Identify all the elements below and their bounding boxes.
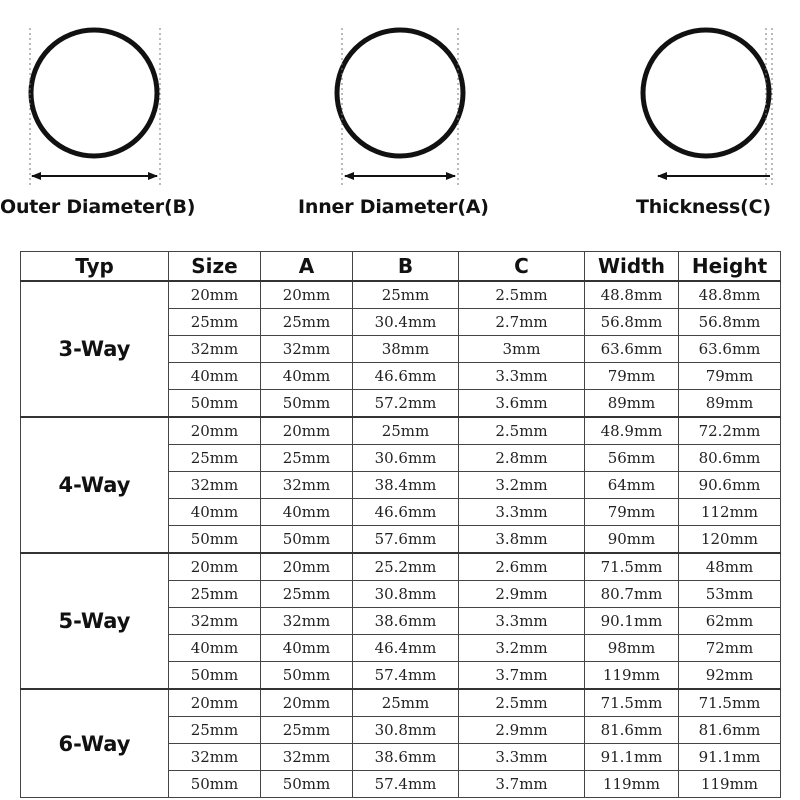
- table-cell: 46.4mm: [353, 635, 459, 662]
- table-cell: 90.1mm: [585, 608, 679, 635]
- table-cell: 72.2mm: [679, 417, 781, 445]
- table-cell: 2.9mm: [459, 717, 585, 744]
- table-cell: 25mm: [353, 417, 459, 445]
- column-header-typ: Typ: [21, 252, 169, 282]
- table-cell: 56.8mm: [679, 309, 781, 336]
- thickness-label: Thickness(C): [636, 196, 771, 218]
- table-cell: 48.8mm: [679, 281, 781, 309]
- table-cell: 25mm: [261, 445, 353, 472]
- table-cell: 46.6mm: [353, 499, 459, 526]
- table-cell: 20mm: [261, 553, 353, 581]
- table-cell: 25mm: [169, 581, 261, 608]
- column-header-height: Height: [679, 252, 781, 282]
- table-cell: 40mm: [261, 635, 353, 662]
- type-cell: 3-Way: [21, 281, 169, 417]
- table-cell: 63.6mm: [585, 336, 679, 363]
- table-cell: 25mm: [353, 689, 459, 717]
- table-cell: 3.2mm: [459, 472, 585, 499]
- table-cell: 40mm: [169, 499, 261, 526]
- table-cell: 20mm: [169, 417, 261, 445]
- table-cell: 81.6mm: [679, 717, 781, 744]
- table-cell: 38mm: [353, 336, 459, 363]
- column-header-b: B: [353, 252, 459, 282]
- table-cell: 20mm: [169, 553, 261, 581]
- table-cell: 3.2mm: [459, 635, 585, 662]
- table-cell: 32mm: [169, 608, 261, 635]
- outer-diameter-label: Outer Diameter(B): [0, 196, 196, 218]
- table-cell: 40mm: [261, 499, 353, 526]
- table-cell: 72mm: [679, 635, 781, 662]
- table-cell: 89mm: [585, 390, 679, 418]
- outer-diameter-ring-icon: [30, 28, 160, 186]
- table-cell: 50mm: [261, 771, 353, 798]
- table-cell: 32mm: [261, 472, 353, 499]
- table-cell: 20mm: [261, 689, 353, 717]
- table-cell: 3.8mm: [459, 526, 585, 554]
- table-body: [21, 281, 781, 798]
- table-cell: 25.2mm: [353, 553, 459, 581]
- table-cell: 50mm: [169, 526, 261, 554]
- type-cell: 5-Way: [21, 553, 169, 689]
- table-cell: 63.6mm: [679, 336, 781, 363]
- table-cell: 50mm: [261, 662, 353, 690]
- table-cell: 2.7mm: [459, 309, 585, 336]
- table-cell: 3mm: [459, 336, 585, 363]
- table-cell: 57.4mm: [353, 771, 459, 798]
- table-cell: 71.5mm: [585, 689, 679, 717]
- table-cell: 50mm: [169, 390, 261, 418]
- table-cell: 80.6mm: [679, 445, 781, 472]
- table-cell: 25mm: [261, 717, 353, 744]
- table-cell: 2.5mm: [459, 689, 585, 717]
- table-cell: 50mm: [169, 771, 261, 798]
- table-cell: 25mm: [169, 445, 261, 472]
- table-cell: 79mm: [679, 363, 781, 390]
- table-cell: 25mm: [353, 281, 459, 309]
- table-cell: 50mm: [169, 662, 261, 690]
- table-cell: 57.2mm: [353, 390, 459, 418]
- table-row: [21, 689, 781, 717]
- table-cell: 32mm: [261, 608, 353, 635]
- table-cell: 32mm: [261, 744, 353, 771]
- table-cell: 20mm: [169, 689, 261, 717]
- size-spec-table: [20, 251, 781, 798]
- table-cell: 32mm: [169, 744, 261, 771]
- table-cell: 56mm: [585, 445, 679, 472]
- table-cell: 79mm: [585, 363, 679, 390]
- table-cell: 40mm: [169, 363, 261, 390]
- table-cell: 32mm: [169, 472, 261, 499]
- table-cell: 90.6mm: [679, 472, 781, 499]
- table-cell: 46.6mm: [353, 363, 459, 390]
- table-cell: 25mm: [169, 717, 261, 744]
- table-cell: 2.6mm: [459, 553, 585, 581]
- table-cell: 120mm: [679, 526, 781, 554]
- table-cell: 30.8mm: [353, 581, 459, 608]
- table-cell: 30.6mm: [353, 445, 459, 472]
- table-cell: 25mm: [261, 309, 353, 336]
- thickness-ring-icon: [643, 28, 772, 186]
- table-cell: 2.5mm: [459, 417, 585, 445]
- column-header-width: Width: [585, 252, 679, 282]
- inner-diameter-ring-icon: [337, 28, 463, 186]
- column-header-c: C: [459, 252, 585, 282]
- table-cell: 71.5mm: [679, 689, 781, 717]
- table-cell: 30.4mm: [353, 309, 459, 336]
- table-cell: 38.6mm: [353, 744, 459, 771]
- table-cell: 112mm: [679, 499, 781, 526]
- table-cell: 71.5mm: [585, 553, 679, 581]
- type-cell: 4-Way: [21, 417, 169, 553]
- table-cell: 2.9mm: [459, 581, 585, 608]
- table-cell: 3.7mm: [459, 662, 585, 690]
- table-cell: 92mm: [679, 662, 781, 690]
- table-cell: 119mm: [585, 662, 679, 690]
- table-cell: 57.4mm: [353, 662, 459, 690]
- table-cell: 2.8mm: [459, 445, 585, 472]
- table-cell: 50mm: [261, 526, 353, 554]
- table-row: [21, 281, 781, 309]
- table-cell: 62mm: [679, 608, 781, 635]
- table-cell: 40mm: [261, 363, 353, 390]
- table-cell: 48mm: [679, 553, 781, 581]
- table-cell: 98mm: [585, 635, 679, 662]
- table-cell: 32mm: [169, 336, 261, 363]
- table-cell: 91.1mm: [585, 744, 679, 771]
- column-header-size: Size: [169, 252, 261, 282]
- table-cell: 57.6mm: [353, 526, 459, 554]
- table-cell: 89mm: [679, 390, 781, 418]
- table-cell: 80.7mm: [585, 581, 679, 608]
- inner-diameter-label: Inner Diameter(A): [298, 196, 489, 218]
- table-cell: 81.6mm: [585, 717, 679, 744]
- table-cell: 119mm: [679, 771, 781, 798]
- table-header-row: [21, 252, 781, 282]
- table-cell: 40mm: [169, 635, 261, 662]
- table-cell: 91.1mm: [679, 744, 781, 771]
- table-cell: 79mm: [585, 499, 679, 526]
- table-cell: 3.6mm: [459, 390, 585, 418]
- table-cell: 90mm: [585, 526, 679, 554]
- table-cell: 3.3mm: [459, 363, 585, 390]
- table-cell: 2.5mm: [459, 281, 585, 309]
- table-cell: 20mm: [169, 281, 261, 309]
- table-cell: 38.6mm: [353, 608, 459, 635]
- table-cell: 48.9mm: [585, 417, 679, 445]
- table-cell: 64mm: [585, 472, 679, 499]
- type-cell: 6-Way: [21, 689, 169, 798]
- column-header-a: A: [261, 252, 353, 282]
- table-cell: 53mm: [679, 581, 781, 608]
- table-cell: 3.3mm: [459, 499, 585, 526]
- table-cell: 3.3mm: [459, 744, 585, 771]
- dimension-diagrams: [0, 0, 800, 240]
- table-cell: 48.8mm: [585, 281, 679, 309]
- table-cell: 3.3mm: [459, 608, 585, 635]
- table-cell: 25mm: [261, 581, 353, 608]
- table-row: [21, 417, 781, 445]
- table-cell: 3.7mm: [459, 771, 585, 798]
- table-cell: 20mm: [261, 417, 353, 445]
- table-cell: 20mm: [261, 281, 353, 309]
- table-cell: 119mm: [585, 771, 679, 798]
- table-cell: 50mm: [261, 390, 353, 418]
- table-cell: 56.8mm: [585, 309, 679, 336]
- table-cell: 38.4mm: [353, 472, 459, 499]
- table-cell: 25mm: [169, 309, 261, 336]
- table-cell: 32mm: [261, 336, 353, 363]
- table-cell: 30.8mm: [353, 717, 459, 744]
- table-row: [21, 553, 781, 581]
